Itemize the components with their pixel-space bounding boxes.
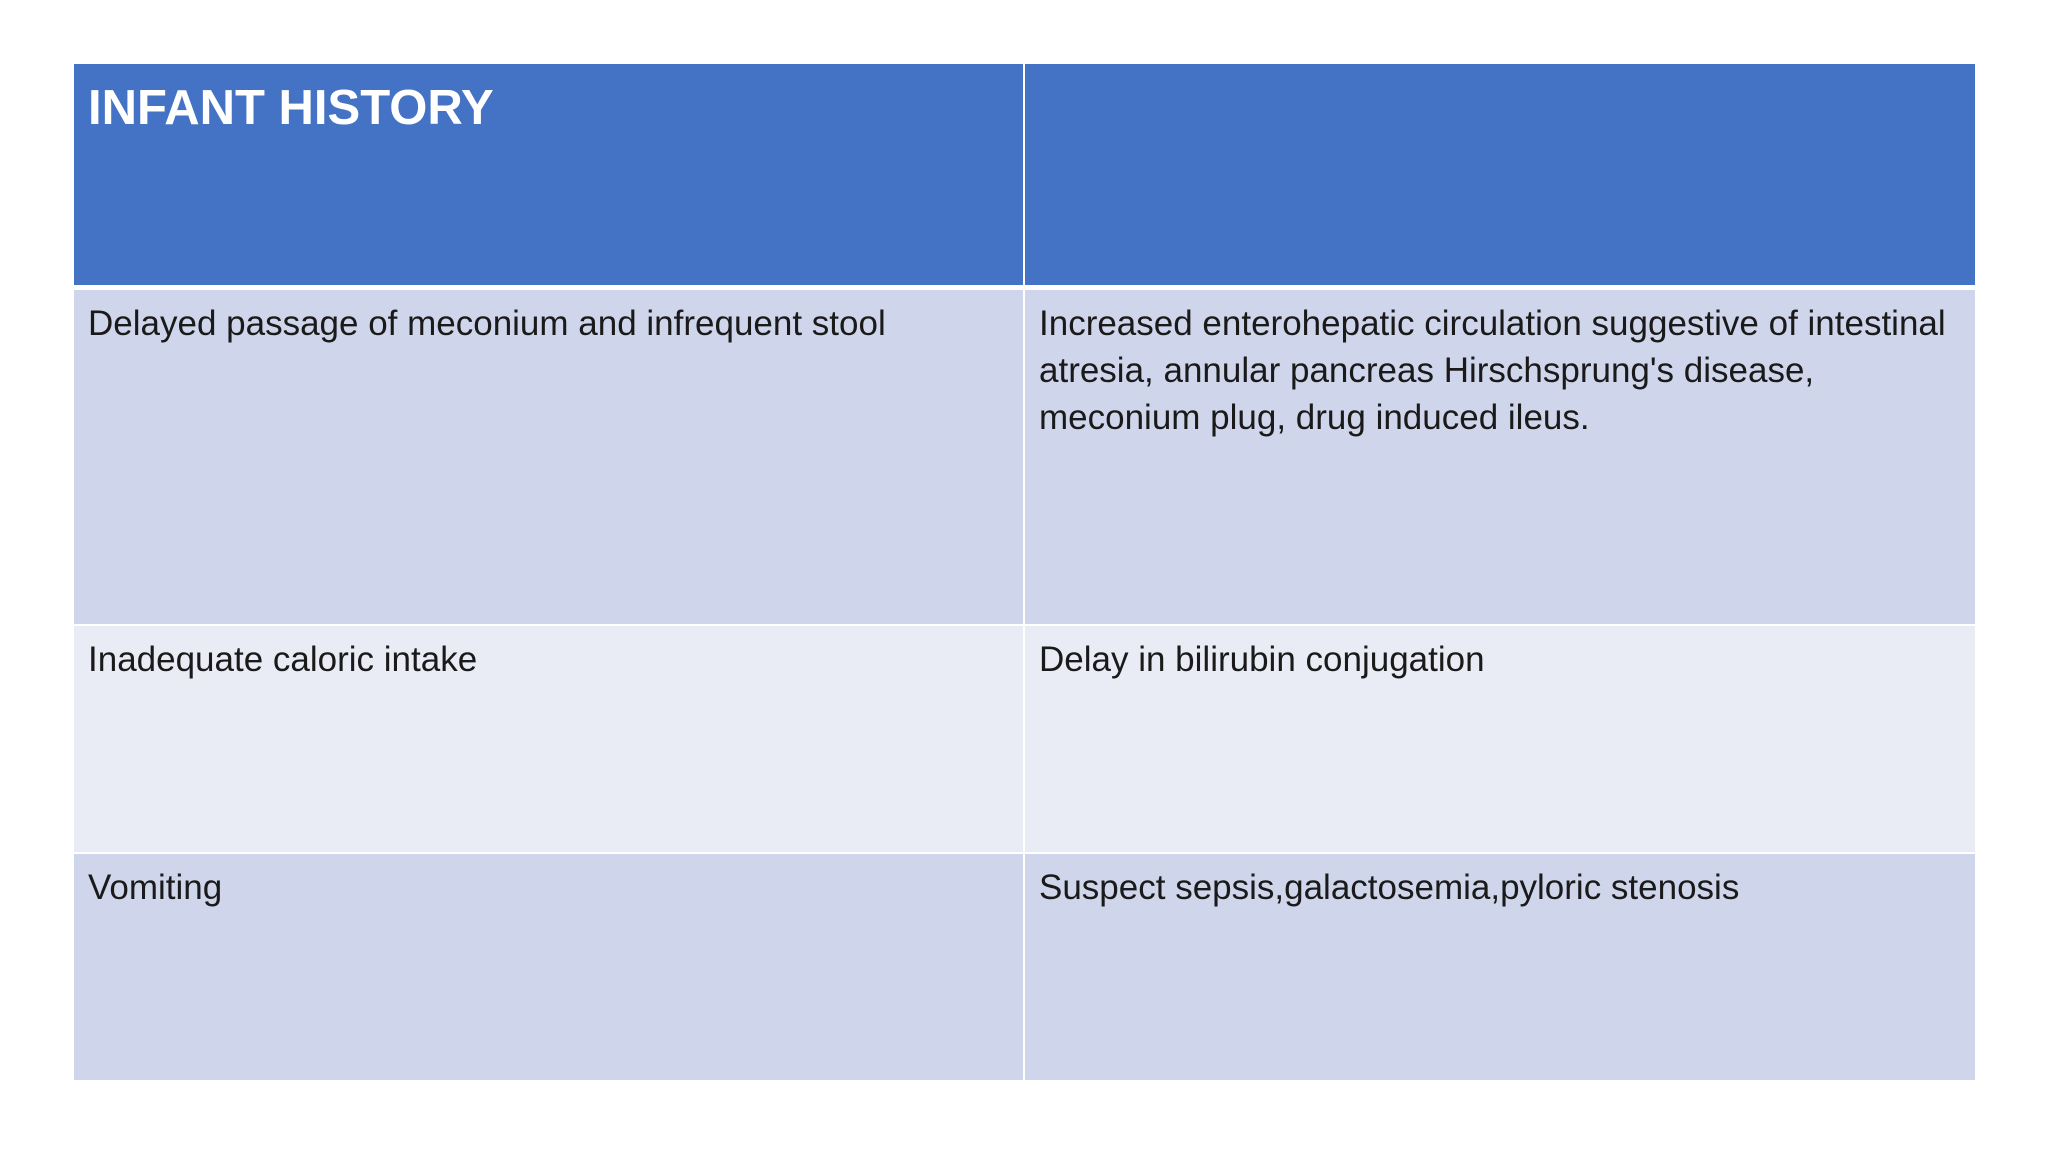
table-row: [73, 625, 1976, 853]
history-cell: Delayed passage of meconium and infrequent stool: [73, 287, 1024, 625]
table-row: [73, 287, 1976, 625]
table-header-significance: [1024, 63, 1976, 287]
significance-cell: Suspect sepsis,galactosemia,pyloric stenosis: [1024, 853, 1976, 1081]
significance-cell: Increased enterohepatic circulation suggestive of intestinal atresia, annular pancreas Hirschsprung's disease, meconium plug, drug induced ileus.: [1024, 287, 1976, 625]
history-cell: Vomiting: [73, 853, 1024, 1081]
table-row: [73, 853, 1976, 1081]
infant-history-table: [72, 62, 1977, 1082]
history-cell: Inadequate caloric intake: [73, 625, 1024, 853]
significance-cell: Delay in bilirubin conjugation: [1024, 625, 1976, 853]
table-header-history: INFANT HISTORY: [73, 63, 1024, 287]
table-header-row: [73, 63, 1976, 287]
